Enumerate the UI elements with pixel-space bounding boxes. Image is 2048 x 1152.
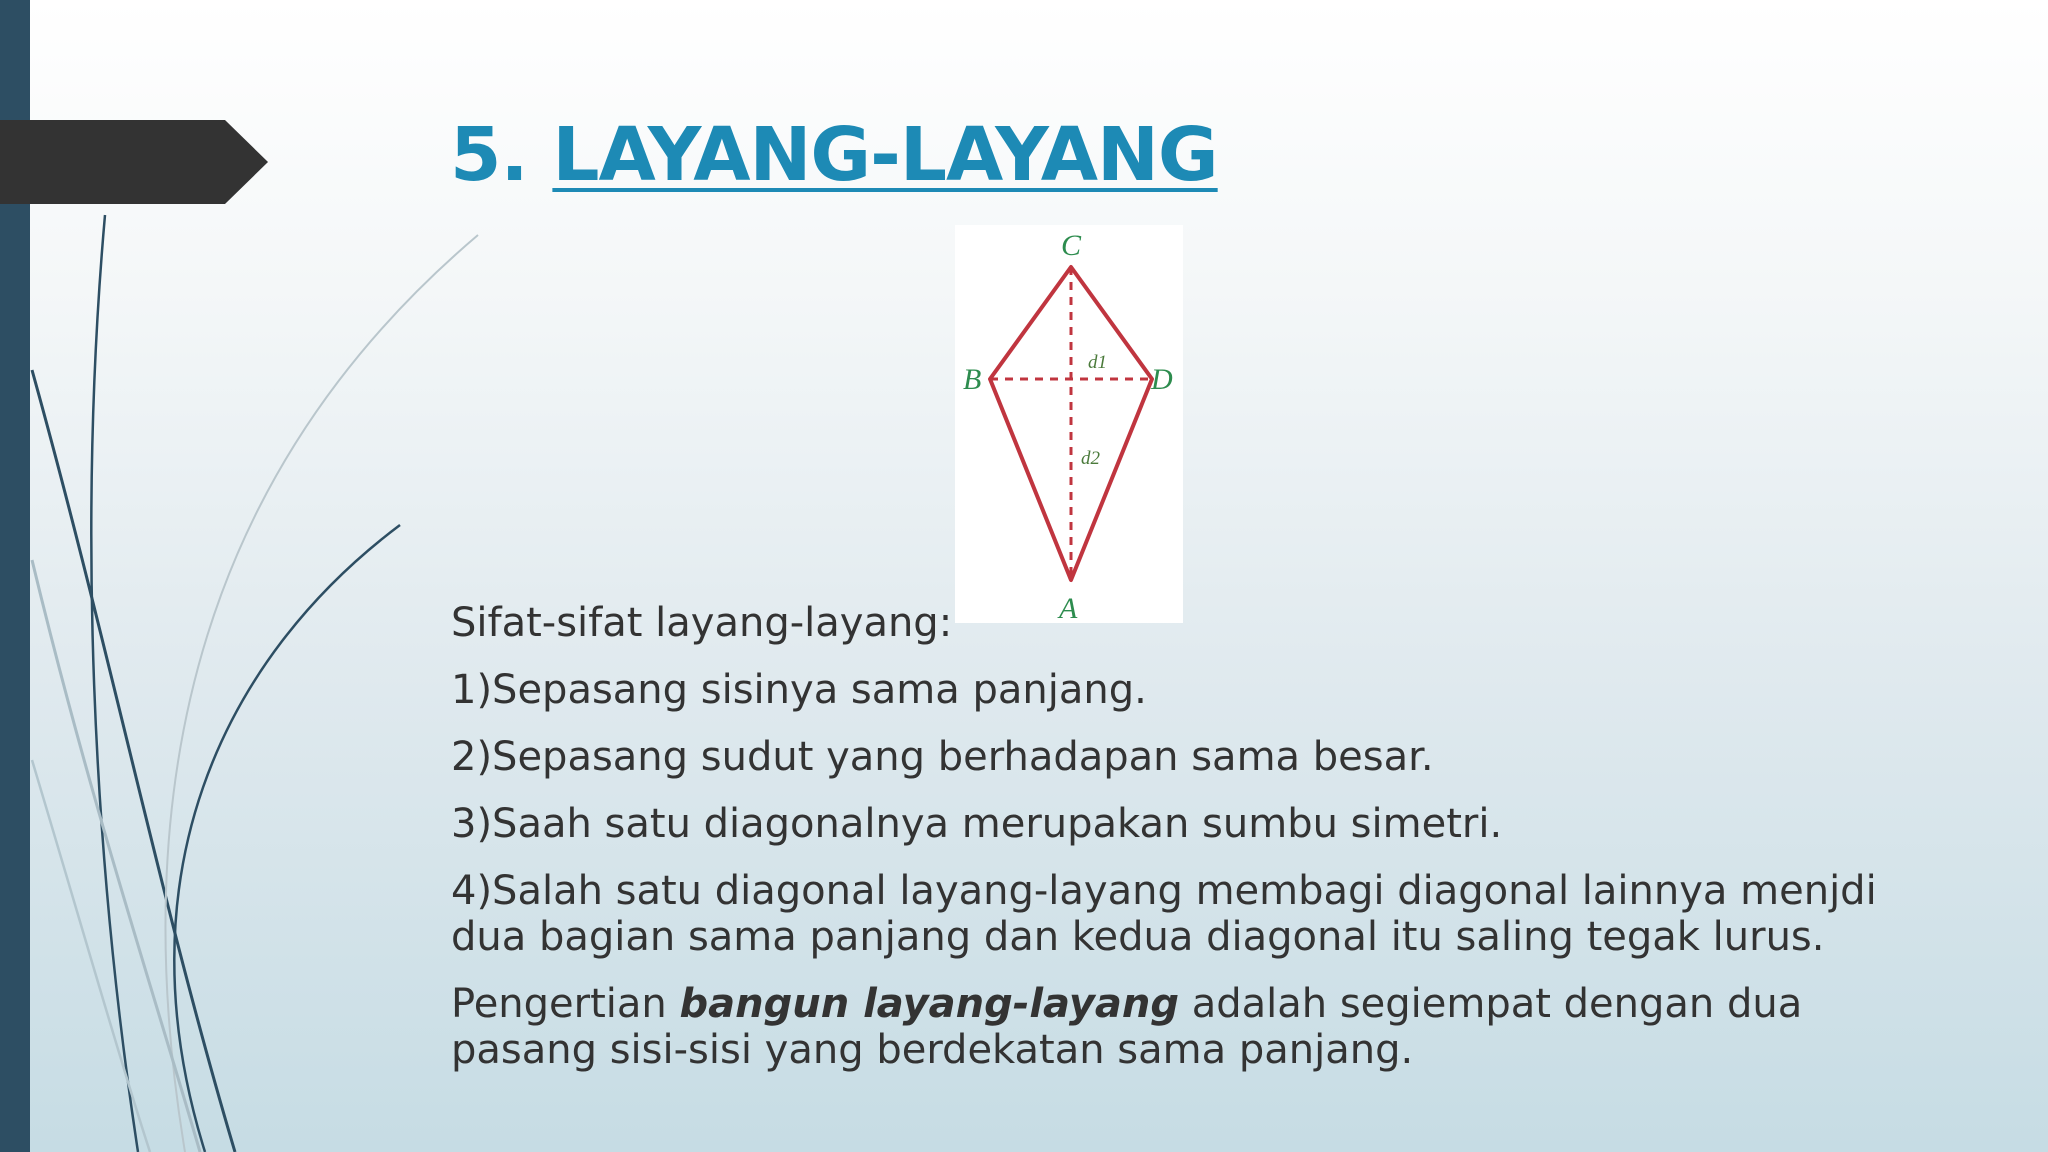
property-item-1: 1)Sepasang sisinya sama panjang.	[451, 667, 1147, 713]
vertex-label-d: D	[1151, 363, 1173, 396]
definition-emphasis: bangun layang-layang	[679, 981, 1179, 1027]
vertex-label-a: A	[1059, 592, 1078, 623]
property-item-4: 4)Salah satu diagonal layang-layang membagi diagonal lainnya menjdi dua bagian sama panjang dan kedua diagonal itu saling tegak lurus.	[451, 868, 1877, 960]
title-arrow-tab	[0, 120, 268, 204]
definition-after: adalah segiempat dengan dua pasang sisi-sisi yang berdekatan sama panjang.	[451, 981, 1803, 1073]
definition-paragraph	[451, 981, 1911, 1073]
diagonal-label-d1: d1	[1088, 352, 1107, 373]
property-item-3: 3)Saah satu diagonalnya merupakan sumbu simetri.	[451, 801, 1503, 847]
title-number: 5.	[450, 112, 528, 198]
property-item-2: 2)Sepasang sudut yang berhadapan sama besar.	[451, 734, 1434, 780]
kite-diagonals	[990, 267, 1152, 580]
definition-before: Pengertian	[451, 981, 680, 1027]
vertex-label-b: B	[963, 363, 982, 396]
slide-title	[450, 112, 1218, 198]
diagonal-label-d2: d2	[1081, 448, 1100, 469]
vertex-label-c: C	[1061, 229, 1082, 262]
content-body	[451, 600, 1911, 1094]
title-link[interactable]: LAYANG-LAYANG	[552, 112, 1218, 198]
properties-heading: Sifat-sifat layang-layang:	[451, 600, 953, 646]
kite-figure	[955, 225, 1183, 623]
